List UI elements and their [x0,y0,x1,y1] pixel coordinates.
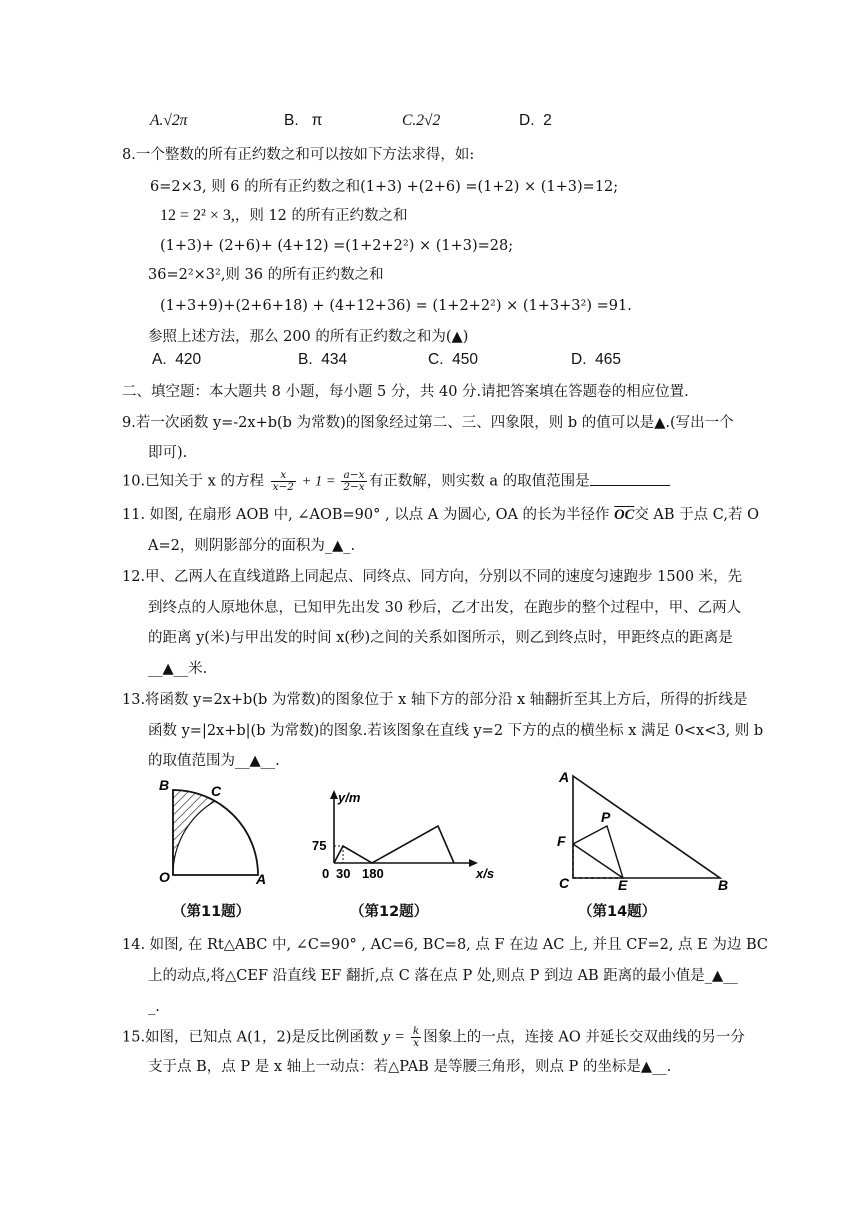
q12-line1: 12.甲、乙两人在直线道路上同起点、同终点、同方向，分别以不同的速度匀速跑步 1500 米，先 [122,569,743,585]
q10-line: 10.已知关于 x 的方程 $\frac{x}{x-2}$ + 1 = $\frac{a-x}{2-x}$ 有正数解，则实数 a 的取值范围是 [122,470,670,493]
q8-line3: (1+3)+ (2+6)+ (4+12) =(1+2+2²) × (1+3)=28; [160,238,514,254]
figure-14 [548,766,738,894]
label-f: F [557,833,566,849]
folded-triangle [573,826,623,878]
origin-label: 0 [322,866,330,881]
section-heading: 二、填空题：本大题共 8 小题，每小题 5 分，共 40 分.请把答案填在答题卷的相应位置. [122,384,689,400]
q15-line2: 支于点 B，点 P 是 x 轴上一动点：若△PAB 是等腰三角形，则点 P 的坐标是▲__. [148,1059,672,1075]
q9-line2: 即可). [148,445,188,461]
q12-line4: __▲__米. [148,661,208,677]
q14-line3: _. [148,999,160,1015]
q7-option-b: B. π [284,112,323,129]
q11-line2: A=2，则阴影部分的面积为_▲_. [148,538,356,554]
label-c: C [211,783,222,799]
q13-line1: 13.将函数 y=2x+b(b 为常数)的图象位于 x 轴下方的部分沿 x 轴翻折至其上方后，所得的折线是 [122,692,748,708]
y-axis-arrow [330,790,338,799]
q8-line2: 12 = 2² × 3,，则 12 的所有正约数之和 [160,207,408,224]
q8-line5: (1+3+9)+(2+6+18) + (4+12+36) = (1+2+2²) × (1+3+3²) =91. [160,298,632,314]
figure-12 [300,778,500,888]
q8-stem: 8.一个整数的所有正约数之和可以按如下方法求得，如: [122,147,475,163]
q8-option-d: D. 465 [571,351,621,368]
q14-line1: 14. 如图, 在 Rt△ABC 中, ∠C=90° , AC=6, BC=8, 点 F 在边 AC 上, 并且 CF=2, 点 E 为边 BC [122,937,768,953]
label-e: E [618,877,628,893]
label-p: P [601,809,611,825]
q10-fraction-left: $\frac{x}{x-2}$ [272,469,294,493]
label-c: C [559,875,570,891]
q12-line3: 的距离 y(米)与甲出发的时间 x(秒)之间的关系如图所示，则乙到终点时，甲距终点的距离是 [148,630,733,646]
q8-option-a: A. 420 [152,351,202,368]
q8-option-b: B. 434 [298,351,348,368]
q11-line1: 11. 如图, 在扇形 AOB 中, ∠AOB=90° , 以点 A 为圆心, OA 的长为半径作 $\overline{OC}$交 AB 于点 C,若 O [122,507,759,523]
x-tick-180: 180 [362,866,384,881]
triangle-abc [573,776,720,878]
q7-option-c: C.2√2 [402,112,441,129]
figure-14-caption: （第14题） [578,904,657,920]
q14-line2: 上的动点,将△CEF 沿直线 EF 翻折,点 C 落在点 P 处,则点 P 到边 AB 距离的最小值是_▲__ [148,968,738,984]
q7-option-a: A.√2π [150,112,188,129]
q8-line6: 参照上述方法，那么 200 的所有正约数之和为(▲) [148,329,469,345]
q8-line4: 36=2²×3²,则 36 的所有正约数之和 [148,267,384,283]
figure-11 [150,770,280,890]
distance-graph [334,826,454,863]
q13-line2: 函数 y=|2x+b|(b 为常数)的图象.若该图象在直线 y=2 下方的点的横坐标 x 满足 0<x<3, 则 b [148,723,764,739]
x-tick-30: 30 [336,866,351,881]
label-b: B [159,777,170,793]
q7-option-d: D. 2 [519,112,552,129]
figure-11-caption: （第11题） [172,904,251,920]
q15-fraction: $\frac{k}{x}$ [412,1025,420,1049]
q10-answer-blank [590,471,670,486]
fold-line-ef [573,844,623,878]
shaded-region [173,790,215,875]
label-a: A [559,769,570,785]
x-axis-label: x/s [476,866,495,881]
y-tick-75: 75 [312,838,327,853]
q8-option-c: C. 450 [428,351,478,368]
label-a: A [256,871,267,887]
arc-oc: $\overline{OC}$ [614,507,635,523]
q10-fraction-right: $\frac{a-x}{2-x}$ [343,469,365,493]
figure-12-caption: （第12题） [350,904,429,920]
q9-line1: 9.若一次函数 y=-2x+b(b 为常数)的图象经过第二、三、四象限，则 b 的值可以是▲.(写出一个 [122,415,734,431]
q13-line3: 的取值范围为__▲__. [148,753,280,769]
q8-line1: 6=2×3, 则 6 的所有正约数之和(1+3) +(2+6) =(1+2) × (1+3)=12; [150,179,619,195]
y-axis-label: y/m [338,790,361,805]
q12-line2: 到终点的人原地休息，已知甲先出发 30 秒后，乙才出发，在跑步的整个过程中，甲、乙两人 [148,600,742,616]
label-b: B [718,877,729,893]
label-o: O [159,869,170,885]
q15-line1: 15.如图，已知点 A(1，2)是反比例函数 y = $\frac{k}{x}$ 图象上的一点，连接 AO 并延长交双曲线的另一分 [122,1025,745,1049]
